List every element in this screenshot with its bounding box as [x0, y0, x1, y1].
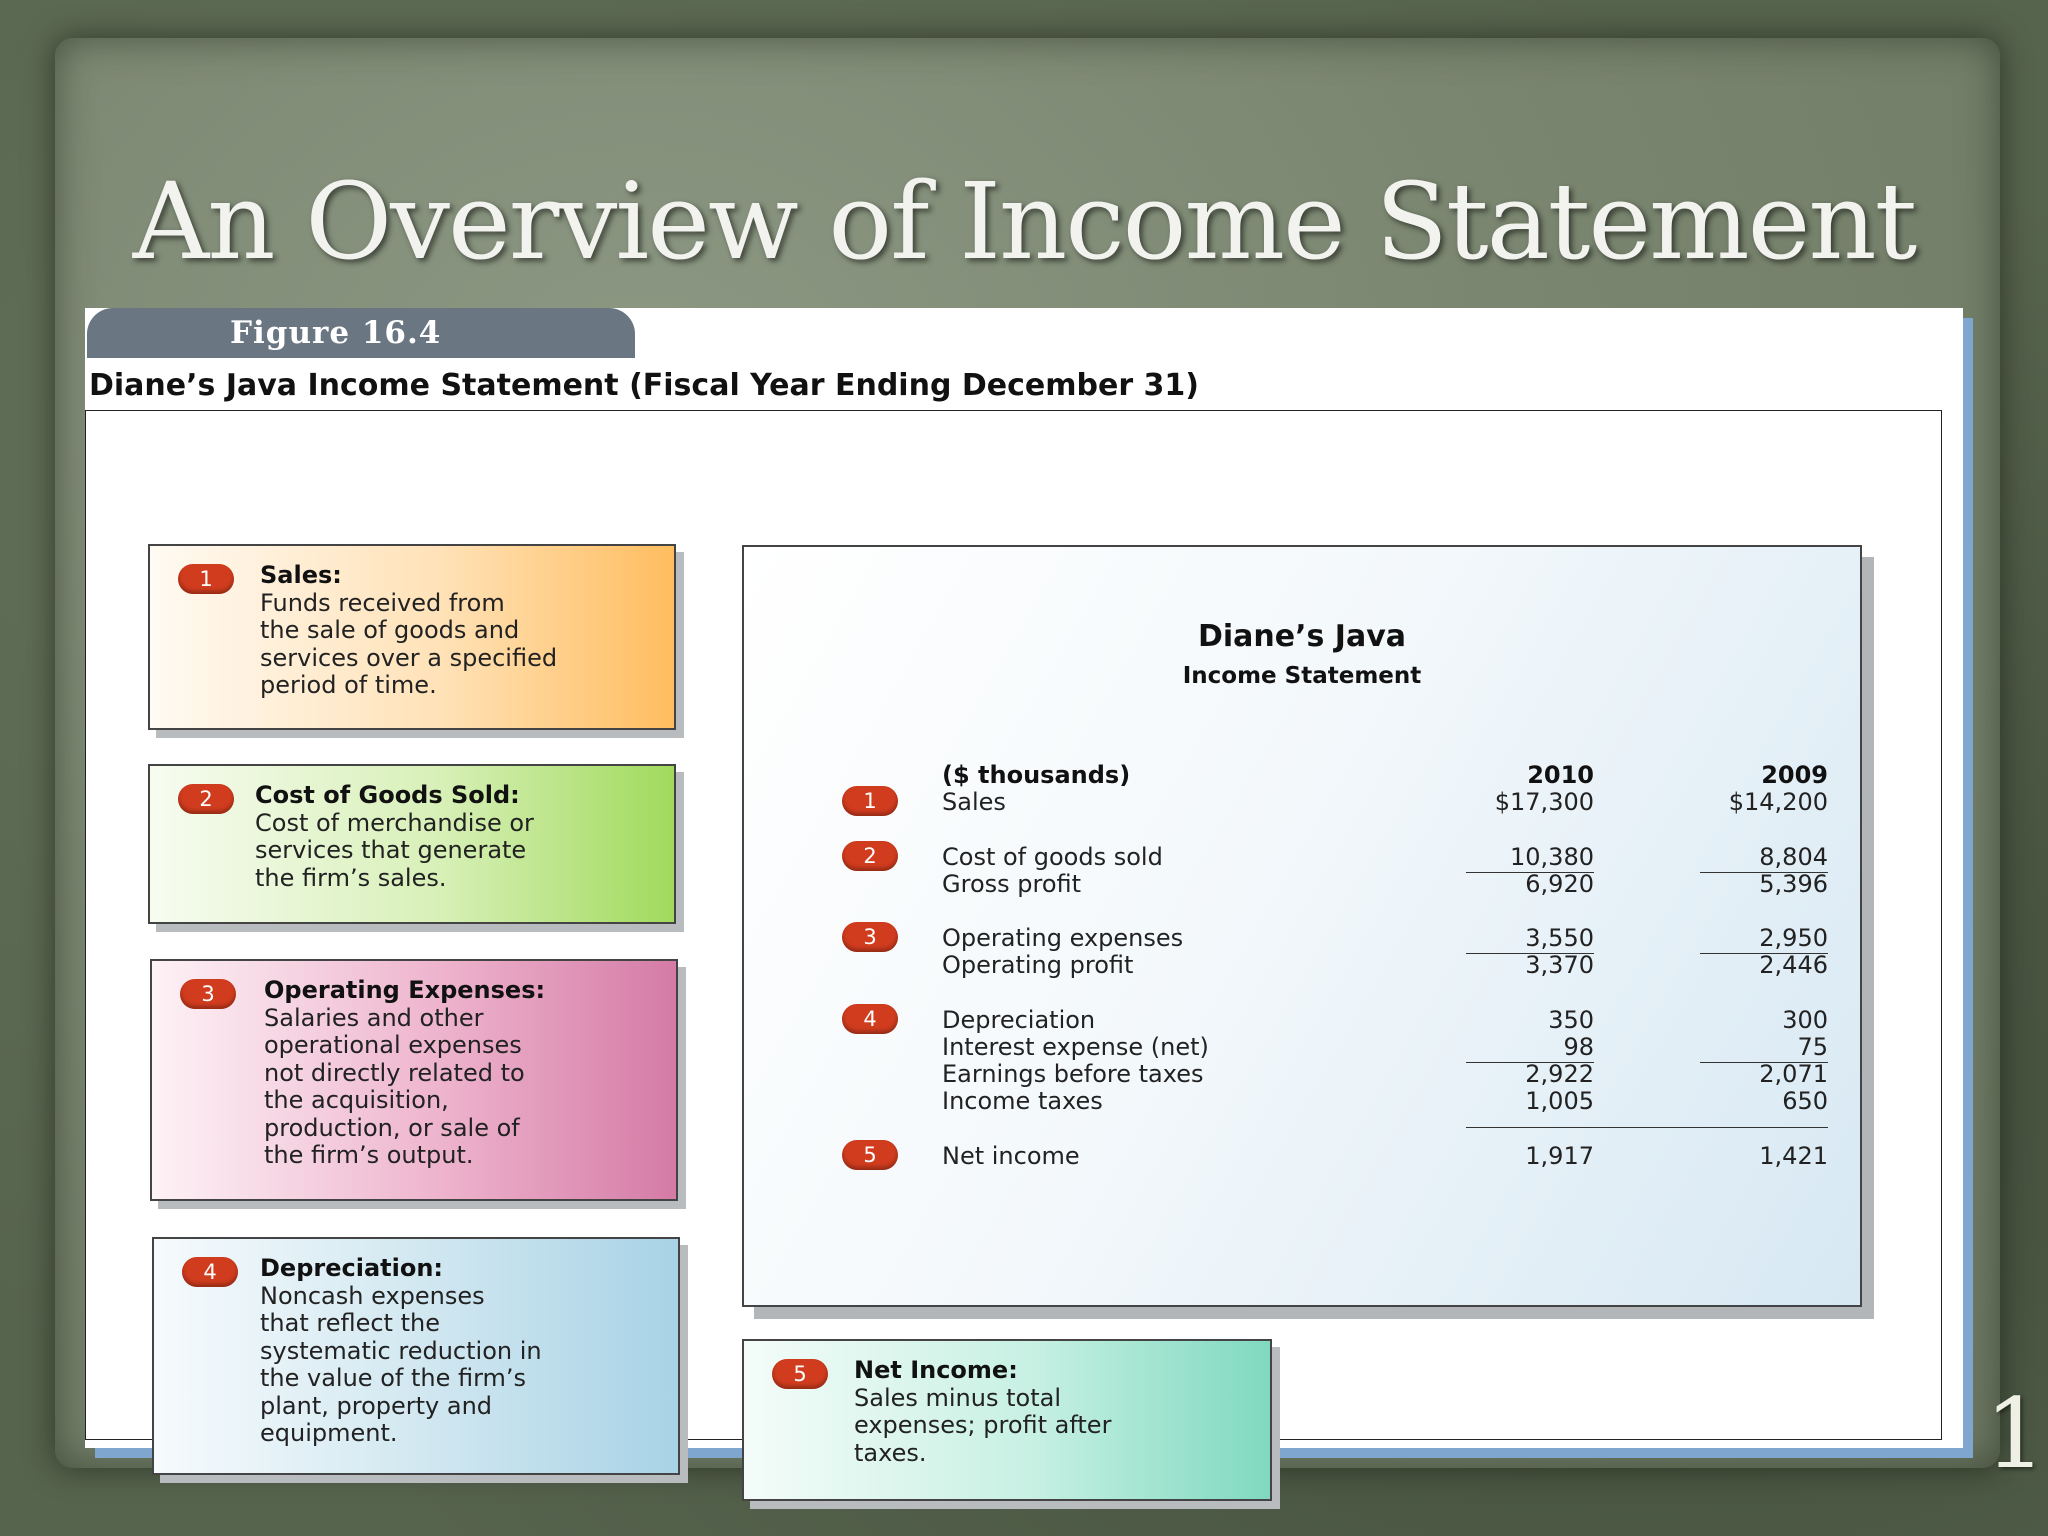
callout-line: period of time.	[260, 671, 437, 699]
callout-line: Funds received from	[260, 588, 505, 617]
callout-line: production, or sale of	[264, 1113, 520, 1142]
callout-line: Sales minus total	[854, 1383, 1061, 1412]
row-value-2010: 98	[1466, 1033, 1594, 1063]
callout-line: expenses; profit after	[854, 1411, 1112, 1439]
row-label: Income taxes	[942, 1087, 1103, 1115]
row-value-2010: 3,550	[1466, 924, 1594, 954]
row-value-2010: 1,917	[1525, 1142, 1594, 1170]
callout-badge: 5	[772, 1359, 828, 1389]
figure-tab-label: Figure 16.4	[87, 308, 635, 358]
callout-line: not directly related to	[264, 1058, 525, 1087]
statement-header-row	[744, 761, 1860, 789]
row-value-2010: 6,920	[1525, 870, 1594, 898]
figure-caption: Diane’s Java Income Statement (Fiscal Year Ending December 31)	[89, 368, 1200, 403]
callout-line: the acquisition,	[264, 1086, 449, 1114]
row-value-2010: 350	[1548, 1006, 1594, 1034]
callout-title: Operating Expenses:	[264, 976, 546, 1004]
callout-line: the firm’s sales.	[255, 863, 447, 892]
callout-title: Cost of Goods Sold:	[255, 781, 520, 809]
row-value-2010: $17,300	[1494, 788, 1594, 816]
callout-title: Depreciation:	[260, 1254, 444, 1282]
row-value-2009: 1,421	[1759, 1142, 1828, 1170]
row-label: Sales	[942, 788, 1006, 816]
callout-line: Cost of merchandise or	[255, 808, 534, 837]
row-value-2010: 2,922	[1525, 1060, 1594, 1088]
row-badge: 1	[842, 786, 898, 816]
row-label: Earnings before taxes	[942, 1060, 1204, 1088]
row-label: Cost of goods sold	[942, 843, 1163, 871]
callout-badge: 3	[180, 979, 236, 1009]
callout-line: the firm’s output.	[264, 1141, 474, 1169]
row-label: Operating profit	[942, 951, 1134, 979]
callout-badge: 4	[182, 1257, 238, 1287]
table-row	[744, 951, 1860, 979]
callout-line: the value of the firm’s	[260, 1364, 527, 1392]
callout-line: Salaries and other	[264, 1003, 484, 1032]
table-row	[744, 924, 1860, 952]
slide-title: An Overview of Income Statement	[132, 160, 1916, 283]
row-badge: 3	[842, 922, 898, 952]
row-label: Interest expense (net)	[942, 1033, 1209, 1061]
callout-badge: 2	[178, 784, 234, 814]
callout-title: Sales:	[260, 561, 342, 589]
row-badge: 4	[842, 1004, 898, 1034]
callout-line: the sale of goods and	[260, 616, 520, 644]
statement-company-name: Diane’s Java	[1197, 619, 1407, 654]
row-value-2009: 650	[1782, 1087, 1828, 1115]
figure-panel	[85, 308, 1963, 1467]
table-row	[744, 1087, 1860, 1115]
callout-line: services that generate	[255, 836, 527, 864]
row-value-2009: 75	[1700, 1033, 1828, 1063]
callout-line: Noncash expenses	[260, 1281, 485, 1310]
row-label: Operating expenses	[942, 924, 1184, 952]
header-year-2009: 2009	[1761, 761, 1828, 789]
row-label: Gross profit	[942, 870, 1082, 898]
table-row	[744, 788, 1860, 816]
table-row	[744, 843, 1860, 871]
callout-line: operational expenses	[264, 1031, 522, 1059]
row-value-2009: 300	[1782, 1006, 1828, 1034]
row-badge: 2	[842, 841, 898, 871]
row-value-2009: $14,200	[1728, 788, 1828, 816]
callout-line: services over a specified	[260, 643, 558, 672]
row-value-2009: 2,950	[1700, 924, 1828, 954]
row-label: Net income	[942, 1142, 1080, 1170]
statement-subtitle: Income Statement	[1182, 663, 1422, 689]
row-value-2010: 1,005	[1525, 1087, 1594, 1115]
callout-title: Net Income:	[854, 1356, 1018, 1384]
callout-line: equipment.	[260, 1419, 398, 1447]
callout-line: systematic reduction in	[260, 1336, 542, 1365]
page-number: 1	[1984, 1378, 2046, 1490]
row-value-2009: 2,446	[1759, 951, 1828, 979]
callout-sales	[148, 544, 676, 730]
table-row	[744, 1006, 1860, 1034]
row-value-2010: 10,380	[1466, 843, 1594, 873]
callout-cost-of-goods-sold	[148, 764, 676, 924]
row-badge: 5	[842, 1140, 898, 1170]
row-value-2010: 3,370	[1525, 951, 1594, 979]
callout-net-income	[742, 1339, 1272, 1501]
table-row	[744, 1060, 1860, 1088]
row-label: Depreciation	[942, 1006, 1096, 1034]
net-income-rule	[1466, 1127, 1828, 1128]
callout-depreciation	[152, 1237, 680, 1475]
callout-line: taxes.	[854, 1438, 927, 1467]
table-row	[744, 1033, 1860, 1061]
callout-line: plant, property and	[260, 1391, 493, 1420]
callout-line: that reflect the	[260, 1309, 440, 1337]
row-value-2009: 5,396	[1759, 870, 1828, 898]
figure-frame	[85, 410, 1942, 1467]
table-row	[744, 1142, 1860, 1170]
income-statement-table	[742, 545, 1862, 1307]
table-row	[744, 870, 1860, 898]
row-value-2009: 8,804	[1700, 843, 1828, 873]
callout-badge: 1	[178, 564, 234, 594]
callout-operating-expenses	[150, 959, 678, 1201]
header-units-label: ($ thousands)	[942, 761, 1131, 789]
row-value-2009: 2,071	[1759, 1060, 1828, 1088]
header-year-2010: 2010	[1527, 761, 1594, 789]
